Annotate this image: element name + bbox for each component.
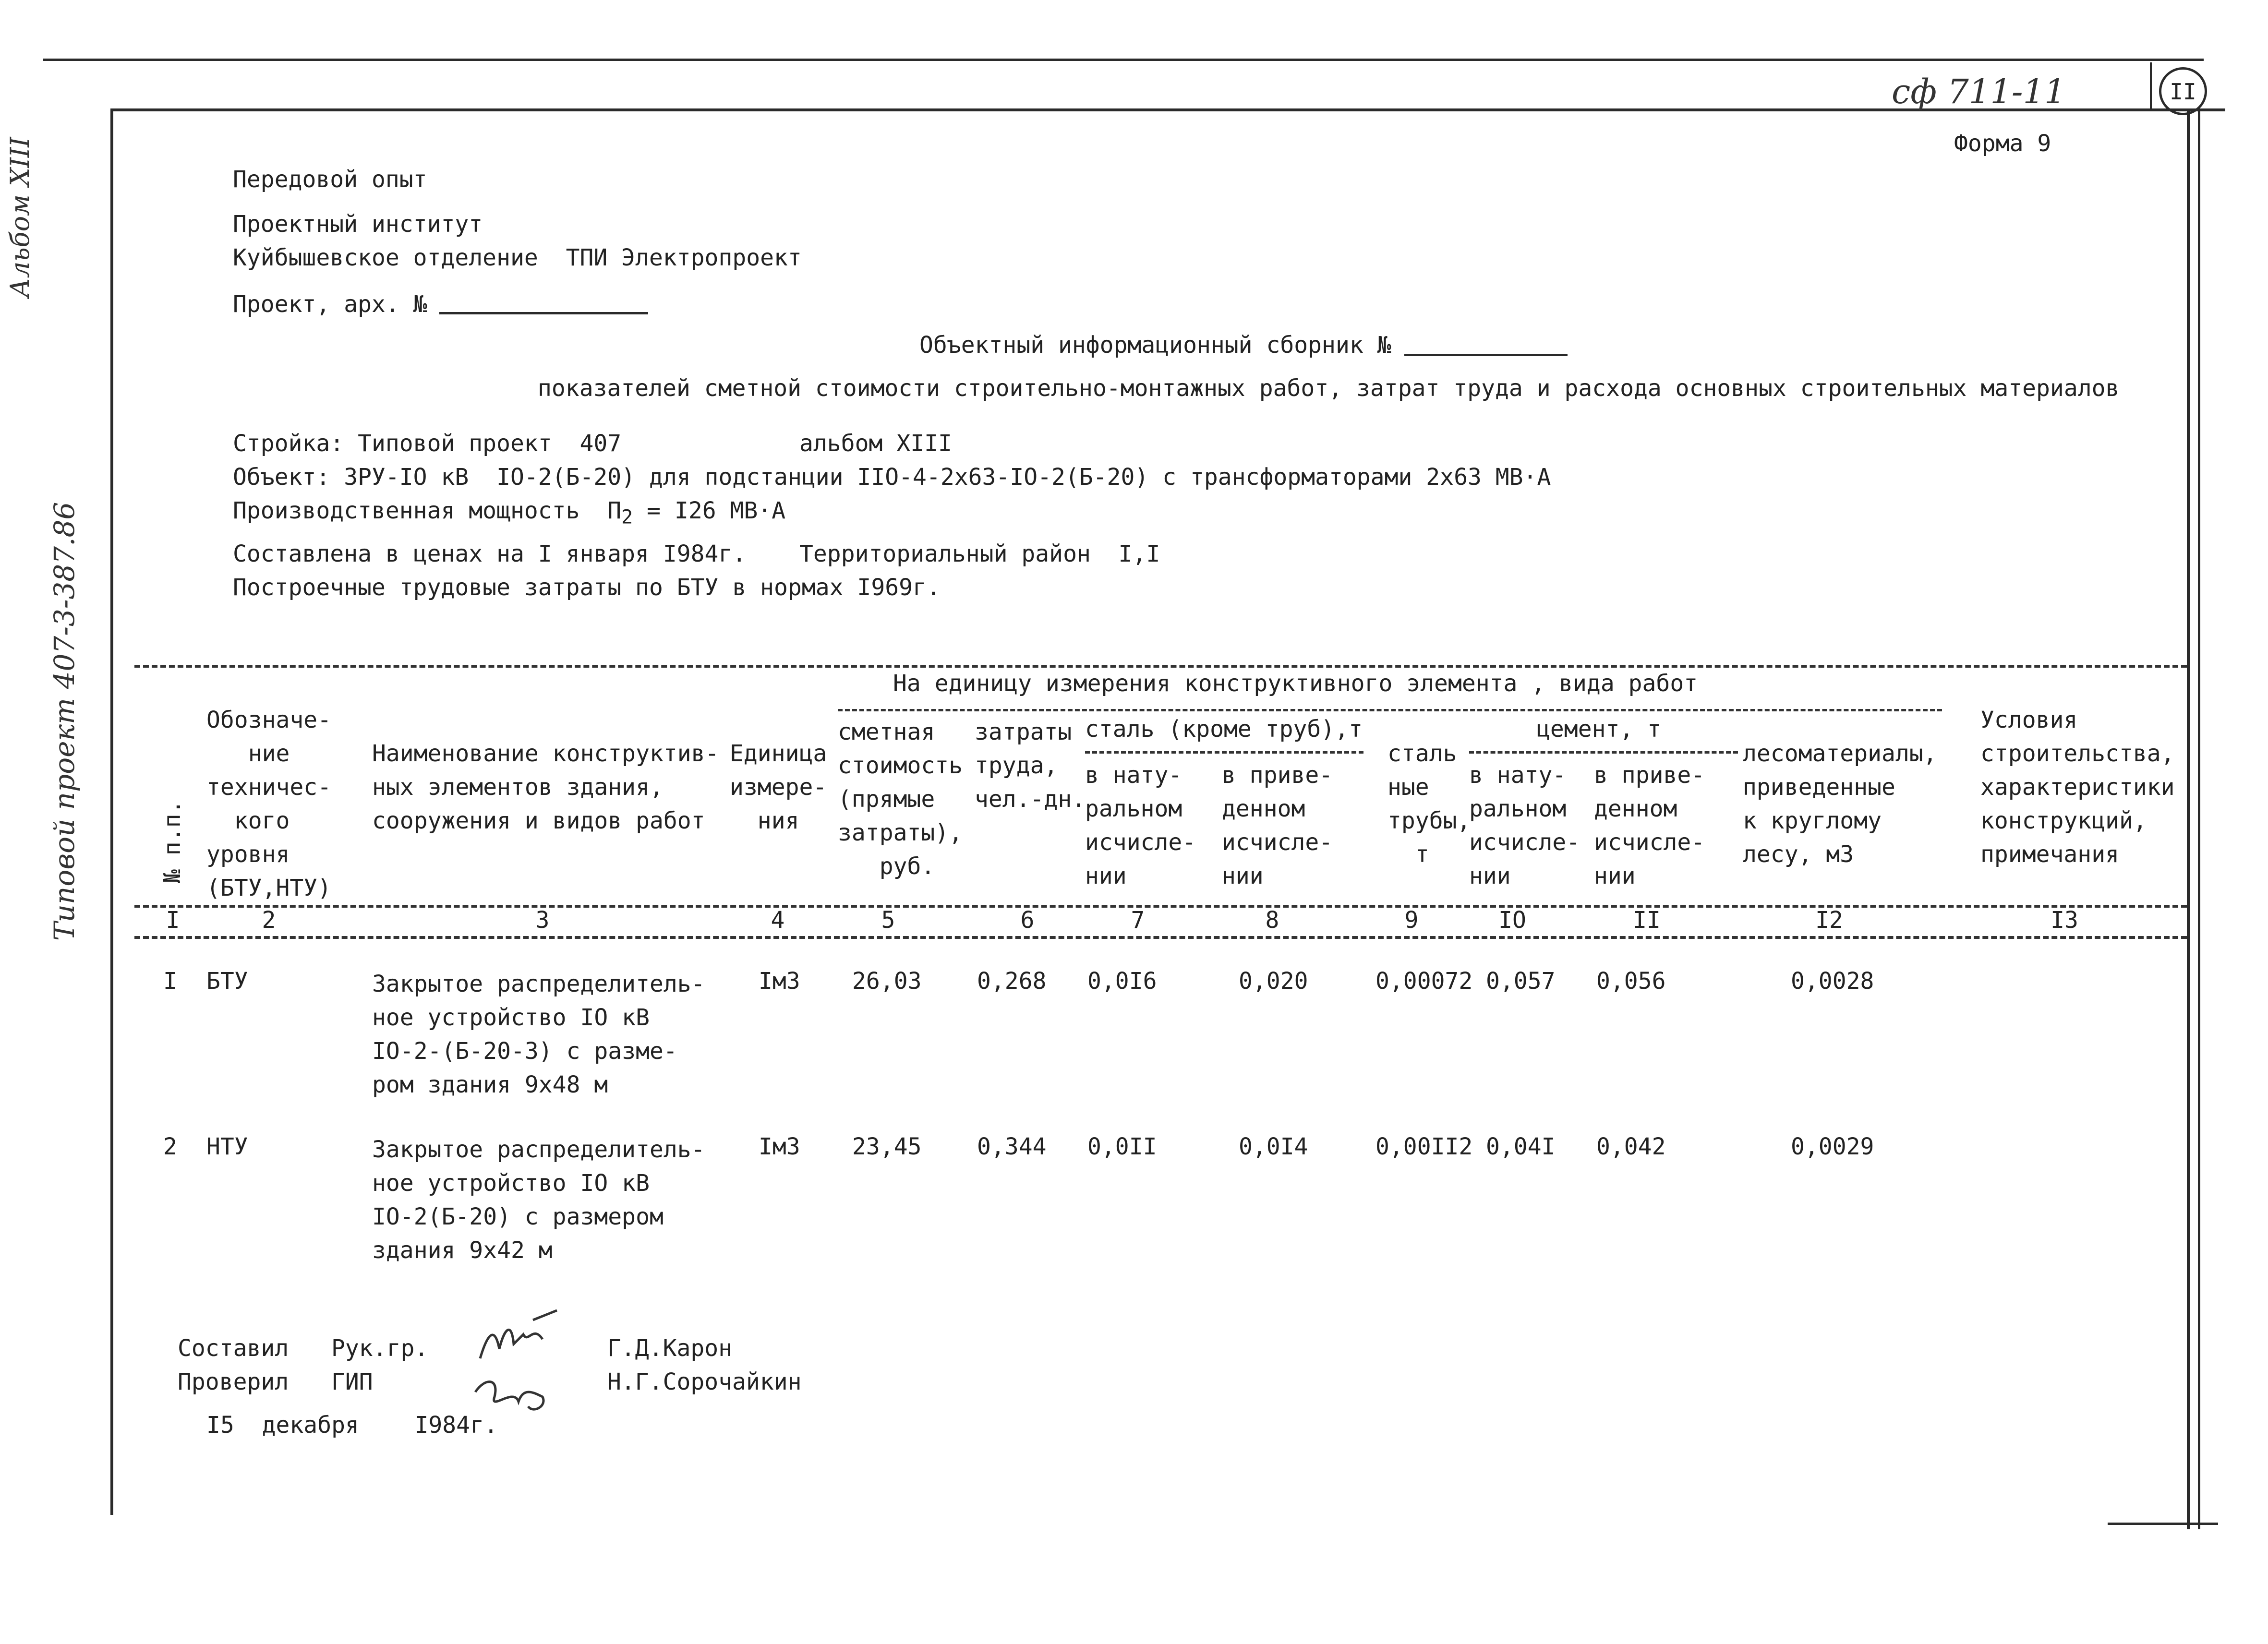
signatures (461, 1306, 605, 1416)
stamp-box-left (2150, 62, 2152, 108)
frame-left-line (110, 108, 113, 1515)
row-1-steel-natural: 0,0I6 (1087, 968, 1157, 995)
row-1-pipes: 0,00072 (1375, 968, 1473, 995)
title-line-1: Объектный информационный сборник № (919, 332, 1391, 359)
group-header-underline (838, 709, 1942, 711)
row-2-unit: Iм3 (759, 1133, 800, 1160)
signature-date: I5 декабря I984г. (206, 1412, 498, 1439)
header-cost: сметная стоимость (прямые затраты), руб. (838, 719, 963, 880)
capacity-label (233, 497, 785, 531)
col-number-11: II (1633, 907, 1661, 934)
region-label: Территориальный район I,I (799, 540, 1160, 567)
name-1: Г.Д.Карон (607, 1335, 733, 1362)
header-cement: цемент, т (1536, 716, 1662, 743)
col-number-9: 9 (1404, 907, 1419, 934)
collection-number-blank (1404, 354, 1568, 356)
row-2-number: 2 (163, 1133, 177, 1160)
title-line-2: показателей сметной стоимости строительно-монтажных работ, затрат труда и расхода основных строительных материалов (538, 375, 2120, 402)
table-top-line (134, 665, 2187, 668)
header-line-3: Куйбышевское отделение ТПИ Электропроект (233, 244, 802, 271)
header-cement-reduced: в приве- денном исчисле- нии (1594, 762, 1705, 889)
col-numbers-top-line (134, 905, 2187, 908)
row-2-cement-natural: 0,04I (1486, 1133, 1556, 1160)
header-cement-natural: в нату- ральном исчисле- нии (1469, 762, 1580, 889)
row-2-steel-reduced: 0,0I4 (1239, 1133, 1308, 1160)
frame-right-line (2187, 108, 2190, 1529)
col-number-4: 4 (771, 907, 785, 934)
col-number-3: 3 (535, 907, 550, 934)
header-line-2: Проектный институт (233, 211, 483, 238)
header-number: № п.п. (159, 800, 186, 883)
col-number-10: IO (1498, 907, 1526, 934)
header-code: Обозначе- ние техничес- кого уровня (БТУ,НТУ) (206, 707, 332, 901)
group-header: На единицу измерения конструктивного элемента , вида работ (893, 670, 1698, 697)
row-2-name: Закрытое распределитель- ное устройство IO кВ IO-2(Б-20) с размером здания 9х42 м (372, 1136, 705, 1264)
row-2-steel-natural: 0,0II (1087, 1133, 1157, 1160)
row-1-cement-natural: 0,057 (1486, 968, 1556, 995)
header-wood: лесоматериалы, приведенные к круглому лесу, м3 (1743, 740, 1937, 868)
header-steel-reduced: в приве- денном исчисле- нии (1222, 762, 1333, 889)
frame-bottom-right-line (2108, 1523, 2218, 1525)
stamp-code: сф 711-11 (1892, 72, 2066, 111)
header-notes: Условия строительства, характеристики конструкций, примечания (1980, 707, 2175, 868)
project-number-blank (439, 312, 648, 314)
row-1-unit: Iм3 (759, 968, 800, 995)
header-pipes: сталь ные трубы, т (1387, 740, 1471, 868)
frame-right-line-outer (2198, 108, 2200, 1529)
row-2-cement-reduced: 0,042 (1596, 1133, 1666, 1160)
object-label: Объект: ЗРУ-IO кВ IO-2(Б-20) для подстанции IIO-4-2x63-IO-2(Б-20) с трансформаторами 2х63 МВ·А (233, 464, 1551, 491)
album-label: альбом XIII (799, 430, 952, 457)
side-album-note: Альбом XIII (5, 137, 35, 298)
row-2-cost: 23,45 (852, 1133, 922, 1160)
row-2-wood: 0,0029 (1791, 1133, 1874, 1160)
header-labor: затраты труда, чел.-дн. (975, 719, 1086, 813)
composed-label: Составил (178, 1335, 289, 1362)
capacity-prefix: Производственная мощность П (233, 497, 622, 524)
col-number-8: 8 (1265, 907, 1279, 934)
col-number-1: I (166, 907, 180, 934)
capacity-subscript: 2 (621, 506, 633, 528)
project-label: Проект, арх. № (233, 291, 427, 318)
row-1-cement-reduced: 0,056 (1596, 968, 1666, 995)
col-number-5: 5 (881, 907, 895, 934)
checked-label: Проверил (178, 1368, 289, 1395)
row-1-labor: 0,268 (977, 968, 1047, 995)
header-steel-natural: в нату- ральном исчисле- нии (1085, 762, 1196, 889)
row-1-steel-reduced: 0,020 (1239, 968, 1308, 995)
row-1-number: I (163, 968, 177, 995)
header-unit: Единица измере- ния (730, 740, 827, 834)
prices-label: Составлена в ценах на I января I984г. (233, 540, 747, 567)
col-number-6: 6 (1020, 907, 1035, 934)
steel-header-underline (1085, 751, 1363, 754)
col-number-13: I3 (2051, 907, 2078, 934)
header-name: Наименование конструктив- ных элементов здания, сооружения и видов работ (372, 740, 719, 834)
role-2: ГИП (331, 1368, 373, 1395)
side-project-note: Типовой проект 407-3-387.86 (48, 502, 81, 941)
header-line-1: Передовой опыт (233, 166, 427, 193)
col-number-12: I2 (1815, 907, 1843, 934)
sheet-number: II (2170, 79, 2196, 105)
row-2-labor: 0,344 (977, 1133, 1047, 1160)
col-number-2: 2 (262, 907, 276, 934)
labor-norms-label: Построечные трудовые затраты по БТУ в нормах I969г. (233, 574, 941, 601)
form-label: Форма 9 (1954, 130, 2051, 157)
capacity-value: = I26 МВ·А (633, 497, 786, 524)
col-numbers-bottom-line (134, 936, 2187, 939)
header-steel: сталь (кроме труб),т (1085, 716, 1363, 743)
row-2-code: НТУ (206, 1133, 248, 1160)
row-2-pipes: 0,00II2 (1375, 1133, 1473, 1160)
role-1: Рук.гр. (331, 1335, 429, 1362)
row-1-code: БТУ (206, 968, 248, 995)
row-1-name: Закрытое распределитель- ное устройство IO кВ IO-2-(Б-20-3) с разме- ром здания 9х48 м (372, 971, 705, 1098)
col-number-7: 7 (1131, 907, 1145, 934)
name-2: Н.Г.Сорочайкин (607, 1368, 802, 1395)
row-1-wood: 0,0028 (1791, 968, 1874, 995)
cement-header-underline (1469, 751, 1738, 754)
row-1-cost: 26,03 (852, 968, 922, 995)
construction-label: Стройка: Типовой проект 407 (233, 430, 622, 457)
top-border-line (43, 59, 2204, 61)
